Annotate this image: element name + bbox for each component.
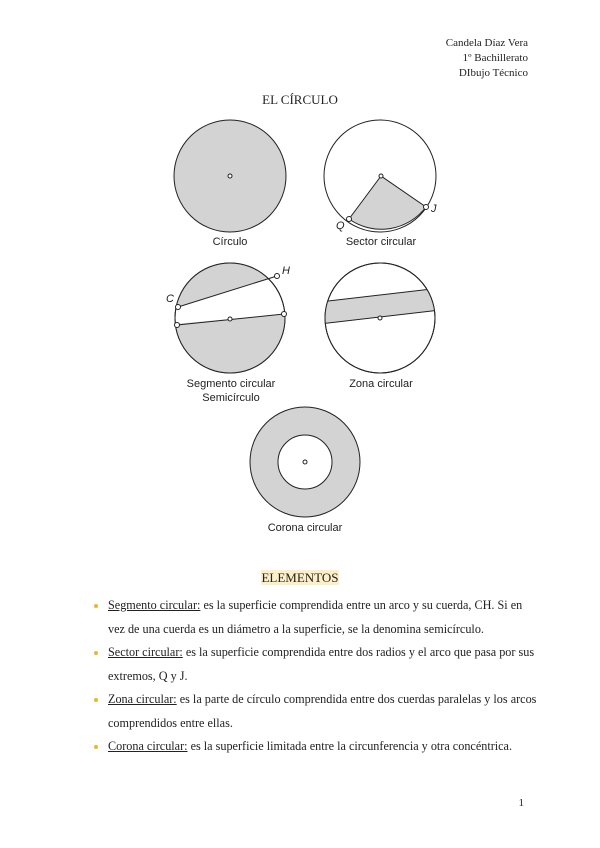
label-semicirculo: Semicírculo: [202, 392, 260, 404]
page-title: EL CÍRCULO: [262, 92, 338, 107]
label-sector: Sector circular: [345, 236, 417, 248]
course: 1º Bachillerato: [462, 52, 528, 64]
label-j: J: [431, 203, 437, 215]
list-item: Segmento circular: es la superficie comprendida entre un arco y su cuerda, CH. Si en vez de una cuerda es un diámetro a la superficie, se la denomina semicírculo.: [108, 594, 538, 641]
list-item: Sector circular: es la superficie comprendida entre dos radios y el arco que pasa por sus extremos, Q y J.: [108, 641, 538, 688]
list-item: Zona circular: es la parte de círculo comprendida entre dos cuerdas paralelas y los arcos comprendidos entre ellas.: [108, 688, 538, 735]
label-zona: Zona circular: [349, 378, 413, 390]
page-number: 1: [518, 797, 524, 809]
label-c: C: [166, 293, 174, 305]
segmento-diagram: [150, 240, 310, 400]
label-circulo: Círculo: [212, 236, 248, 248]
author: Candela Díaz Vera: [445, 37, 528, 49]
circulo-diagram: [174, 120, 286, 232]
zona-diagram: [320, 263, 440, 373]
subject: DIbujo Técnico: [458, 67, 528, 79]
section-heading: ELEMENTOS: [261, 570, 339, 585]
label-h: H: [282, 265, 290, 277]
corona-diagram: [250, 407, 360, 517]
sector-diagram: [324, 120, 436, 232]
list-item: Corona circular: es la superficie limitada entre la circunferencia y otra concéntrica.: [108, 735, 538, 759]
definitions-list: [108, 594, 538, 759]
label-q: Q: [336, 220, 345, 232]
label-corona: Corona circular: [267, 522, 343, 534]
label-segmento: Segmento circular: [186, 378, 276, 390]
